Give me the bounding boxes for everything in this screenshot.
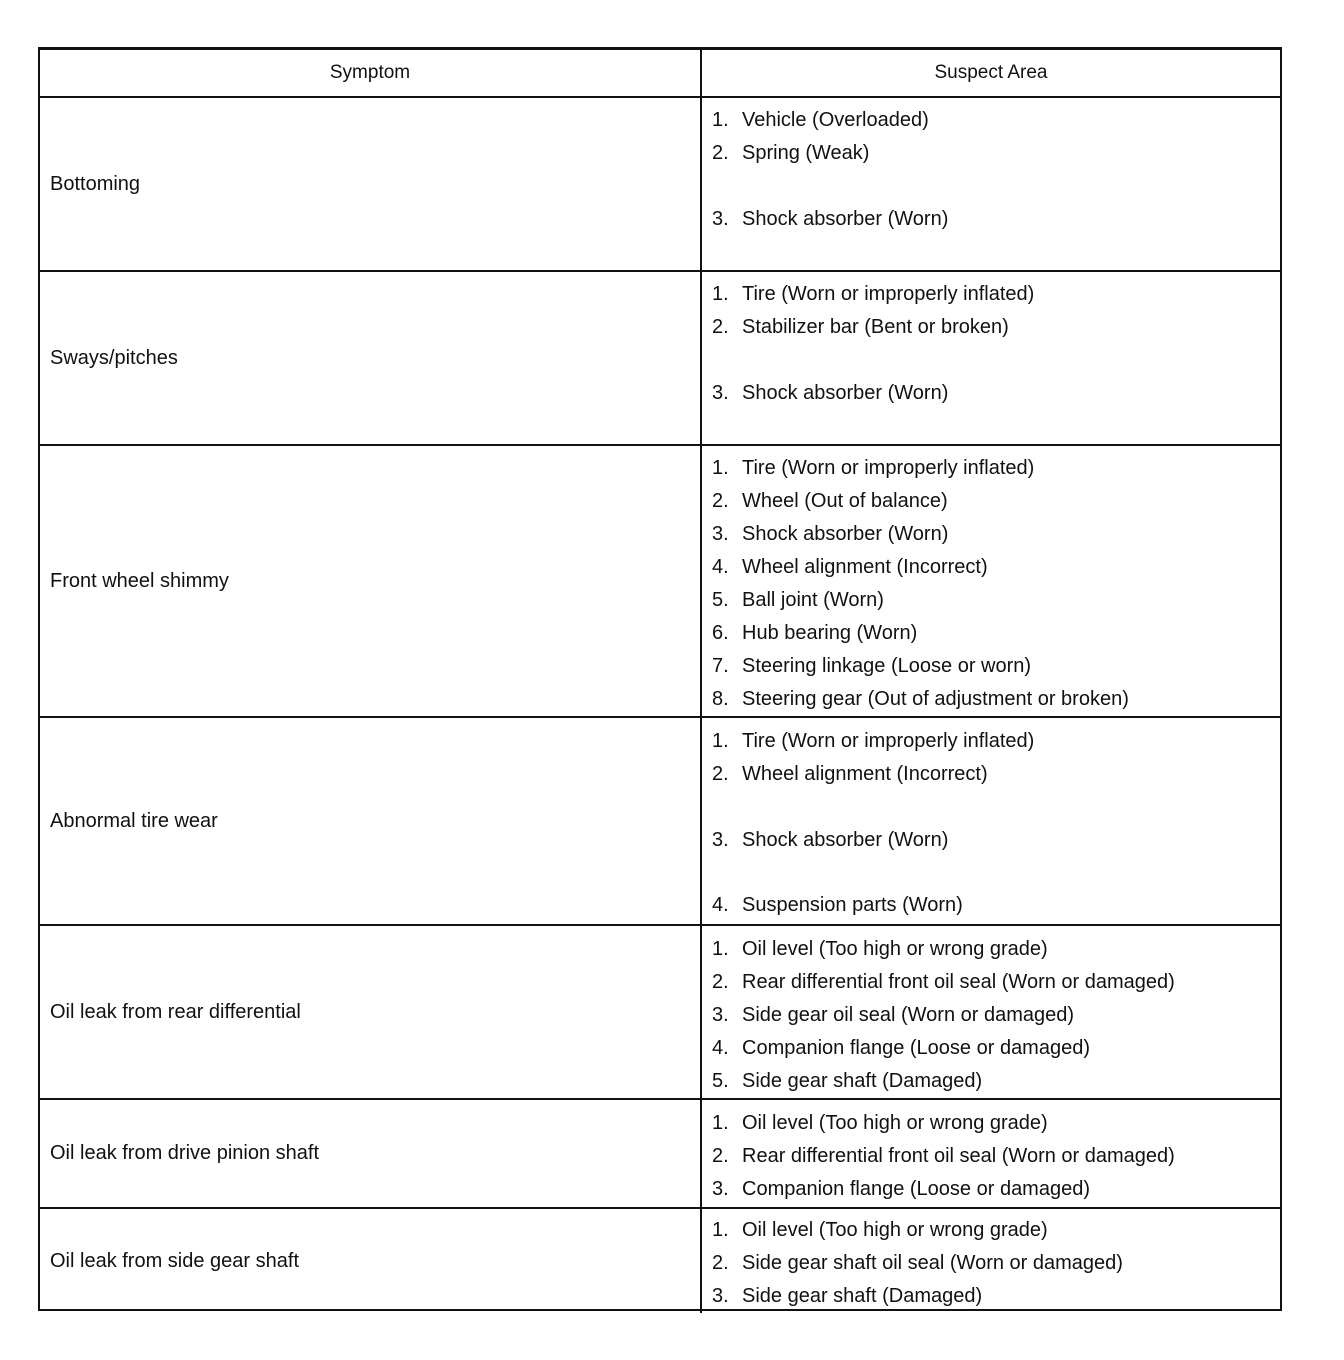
list-item: 4. Companion flange (Loose or damaged): [712, 1037, 1090, 1059]
suspect-area-cell: [702, 98, 1280, 270]
list-item: 3. Companion flange (Loose or damaged): [712, 1178, 1090, 1200]
list-item: 3. Shock absorber (Worn): [712, 382, 949, 404]
list-item: 7. Steering linkage (Loose or worn): [712, 655, 1032, 677]
list-item: 5. Side gear shaft (Damaged): [712, 1070, 983, 1092]
list-item: 1. Tire (Worn or improperly inflated): [712, 457, 1035, 479]
symptom-cell: Bottoming: [40, 98, 702, 270]
list-item: 3. Side gear oil seal (Worn or damaged): [712, 1004, 1075, 1026]
list-item: 3. Shock absorber (Worn): [712, 829, 949, 851]
list-item: 1. Tire (Worn or improperly inflated): [712, 730, 1035, 752]
list-item: 2. Rear differential front oil seal (Worn or damaged): [712, 971, 1175, 993]
list-item: 3. Side gear shaft (Damaged): [712, 1285, 983, 1307]
symptom-cell: Sways/pitches: [40, 272, 702, 444]
list-item: 3. Shock absorber (Worn): [712, 523, 949, 545]
suspect-area-cell: [702, 1209, 1280, 1313]
table-row: [40, 926, 1280, 1100]
list-item: 4. Wheel alignment (Incorrect): [712, 556, 988, 578]
table-row: [40, 272, 1280, 446]
list-item: 2. Wheel (Out of balance): [712, 490, 948, 512]
suspect-area-cell: [702, 446, 1280, 716]
list-item: 6. Hub bearing (Worn): [712, 622, 918, 644]
table-row: [40, 1100, 1280, 1209]
list-item: 2. Spring (Weak): [712, 142, 870, 164]
symptom-table: [38, 47, 1282, 1311]
table-row: [40, 718, 1280, 926]
symptom-cell: Oil leak from rear differential: [40, 926, 702, 1098]
list-item: 1. Oil level (Too high or wrong grade): [712, 1219, 1048, 1241]
suspect-area-cell: [702, 926, 1280, 1098]
symptom-cell: Oil leak from side gear shaft: [40, 1209, 702, 1313]
list-item: 8. Steering gear (Out of adjustment or broken): [712, 688, 1129, 710]
list-item: 4. Suspension parts (Worn): [712, 894, 963, 916]
suspect-area-cell: [702, 1100, 1280, 1207]
table-row: [40, 1209, 1280, 1313]
symptom-cell: Front wheel shimmy: [40, 446, 702, 716]
symptom-cell: Abnormal tire wear: [40, 718, 702, 924]
list-item: 2. Rear differential front oil seal (Worn or damaged): [712, 1145, 1175, 1167]
list-item: 2. Stabilizer bar (Bent or broken): [712, 316, 1009, 338]
list-item: 2. Side gear shaft oil seal (Worn or damaged): [712, 1252, 1123, 1274]
header-symptom: Symptom: [40, 50, 702, 96]
table-row: [40, 98, 1280, 272]
suspect-area-cell: [702, 272, 1280, 444]
list-item: 1. Oil level (Too high or wrong grade): [712, 938, 1048, 960]
suspect-area-cell: [702, 718, 1280, 924]
list-item: 3. Shock absorber (Worn): [712, 208, 949, 230]
list-item: 2. Wheel alignment (Incorrect): [712, 763, 988, 785]
table-header-row: [40, 50, 1280, 98]
symptom-cell: Oil leak from drive pinion shaft: [40, 1100, 702, 1207]
list-item: 5. Ball joint (Worn): [712, 589, 884, 611]
list-item: 1. Oil level (Too high or wrong grade): [712, 1112, 1048, 1134]
header-suspect-area: Suspect Area: [934, 62, 1048, 83]
list-item: 1. Tire (Worn or improperly inflated): [712, 283, 1035, 305]
table-row: [40, 446, 1280, 718]
list-item: 1. Vehicle (Overloaded): [712, 109, 929, 131]
